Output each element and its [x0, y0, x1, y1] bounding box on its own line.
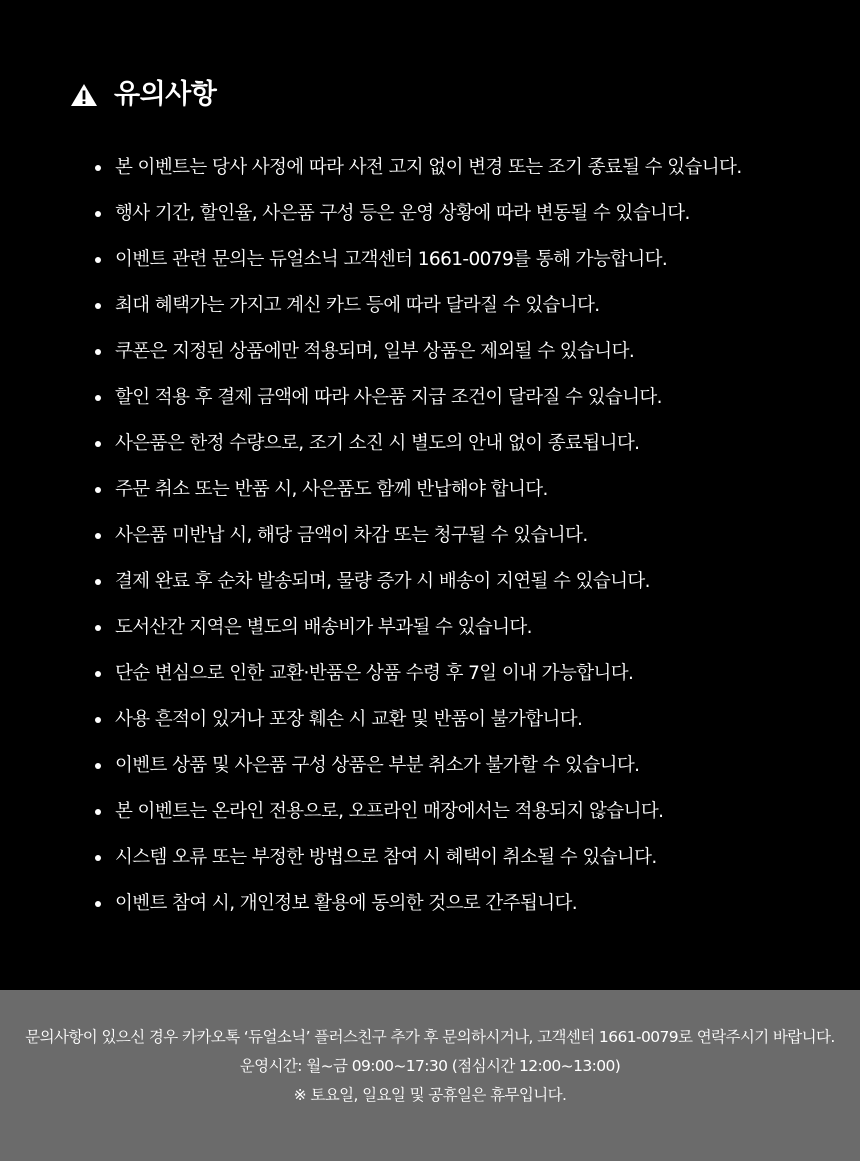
- notice-item-text: 사은품 미반납 시, 해당 금액이 차감 또는 청구될 수 있습니다.: [115, 525, 588, 546]
- notice-item-text: 할인 적용 후 결제 금액에 따라 사은품 지급 조건이 달라질 수 있습니다.: [115, 387, 662, 408]
- bullet-dot-icon: [95, 349, 101, 355]
- bullet-dot-icon: [95, 441, 101, 447]
- bullet-dot-icon: [95, 533, 101, 539]
- warning-triangle-icon: [70, 83, 98, 107]
- notice-list-item: [93, 292, 742, 338]
- footer-contact-text: 문의사항이 있으신 경우 카카오톡 ‘듀얼소닉’ 플러스친구 추가 후 문의하시거나, 고객센터 1661-0079로 연락주시기 바랍니다.: [25, 1028, 835, 1046]
- notice-item-text: 사용 흔적이 있거나 포장 훼손 시 교환 및 반품이 불가합니다.: [115, 709, 583, 730]
- notice-list-item: [93, 476, 742, 522]
- notice-list-item: [93, 660, 742, 706]
- notice-item-text: 최대 혜택가는 가지고 계신 카드 등에 따라 달라질 수 있습니다.: [115, 295, 600, 316]
- footer-holiday-text: ※ 토요일, 일요일 및 공휴일은 휴무입니다.: [293, 1086, 567, 1104]
- notice-item-text: 이벤트 참여 시, 개인정보 활용에 동의한 것으로 간주됩니다.: [115, 893, 578, 914]
- notice-item-text: 이벤트 상품 및 사은품 구성 상품은 부분 취소가 불가할 수 있습니다.: [115, 755, 640, 776]
- notice-item-text: 사은품은 한정 수량으로, 조기 소진 시 별도의 안내 없이 종료됩니다.: [115, 433, 640, 454]
- bullet-dot-icon: [95, 901, 101, 907]
- bullet-dot-icon: [95, 809, 101, 815]
- notice-list-item: [93, 752, 742, 798]
- notice-item-text: 결제 완료 후 순차 발송되며, 물량 증가 시 배송이 지연될 수 있습니다.: [115, 571, 650, 592]
- contact-footer: [0, 990, 860, 1161]
- bullet-dot-icon: [95, 717, 101, 723]
- notice-list-item: [93, 430, 742, 476]
- notice-item-text: 도서산간 지역은 별도의 배송비가 부과될 수 있습니다.: [115, 617, 532, 638]
- bullet-dot-icon: [95, 487, 101, 493]
- notice-item-text: 단순 변심으로 인한 교환·반품은 상품 수령 후 7일 이내 가능합니다.: [115, 663, 634, 684]
- bullet-dot-icon: [95, 625, 101, 631]
- notice-list-item: [93, 384, 742, 430]
- bullet-dot-icon: [95, 165, 101, 171]
- bullet-dot-icon: [95, 303, 101, 309]
- bullet-dot-icon: [95, 395, 101, 401]
- notice-list-item: [93, 200, 742, 246]
- notice-item-text: 쿠폰은 지정된 상품에만 적용되며, 일부 상품은 제외될 수 있습니다.: [115, 341, 635, 362]
- bullet-dot-icon: [95, 671, 101, 677]
- bullet-dot-icon: [95, 579, 101, 585]
- bullet-dot-icon: [95, 855, 101, 861]
- notice-list-item: [93, 338, 742, 384]
- notice-item-text: 시스템 오류 또는 부정한 방법으로 참여 시 혜택이 취소될 수 있습니다.: [115, 847, 657, 868]
- notice-list-item: [93, 844, 742, 890]
- notice-item-text: 주문 취소 또는 반품 시, 사은품도 함께 반납해야 합니다.: [115, 479, 548, 500]
- notice-item-text: 본 이벤트는 당사 사정에 따라 사전 고지 없이 변경 또는 조기 종료될 수 있습니다.: [115, 157, 742, 178]
- notice-header: [70, 78, 216, 112]
- notice-list-item: [93, 614, 742, 660]
- notice-list-item: [93, 246, 742, 292]
- notice-list-item: [93, 568, 742, 614]
- notice-list-item: [93, 522, 742, 568]
- notice-list-item: [93, 154, 742, 200]
- bullet-dot-icon: [95, 211, 101, 217]
- notice-title: 유의사항: [114, 79, 217, 110]
- notice-list-item: [93, 706, 742, 752]
- notice-list-item: [93, 890, 742, 936]
- bullet-dot-icon: [95, 257, 101, 263]
- notice-list: [93, 154, 742, 936]
- notice-item-text: 본 이벤트는 온라인 전용으로, 오프라인 매장에서는 적용되지 않습니다.: [115, 801, 664, 822]
- notice-item-text: 이벤트 관련 문의는 듀얼소닉 고객센터 1661-0079를 통해 가능합니다.: [115, 249, 668, 270]
- bullet-dot-icon: [95, 763, 101, 769]
- notice-list-item: [93, 798, 742, 844]
- notice-item-text: 행사 기간, 할인율, 사은품 구성 등은 운영 상황에 따라 변동될 수 있습니다.: [115, 203, 690, 224]
- footer-hours-text: 운영시간: 월~금 09:00~17:30 (점심시간 12:00~13:00): [239, 1057, 621, 1075]
